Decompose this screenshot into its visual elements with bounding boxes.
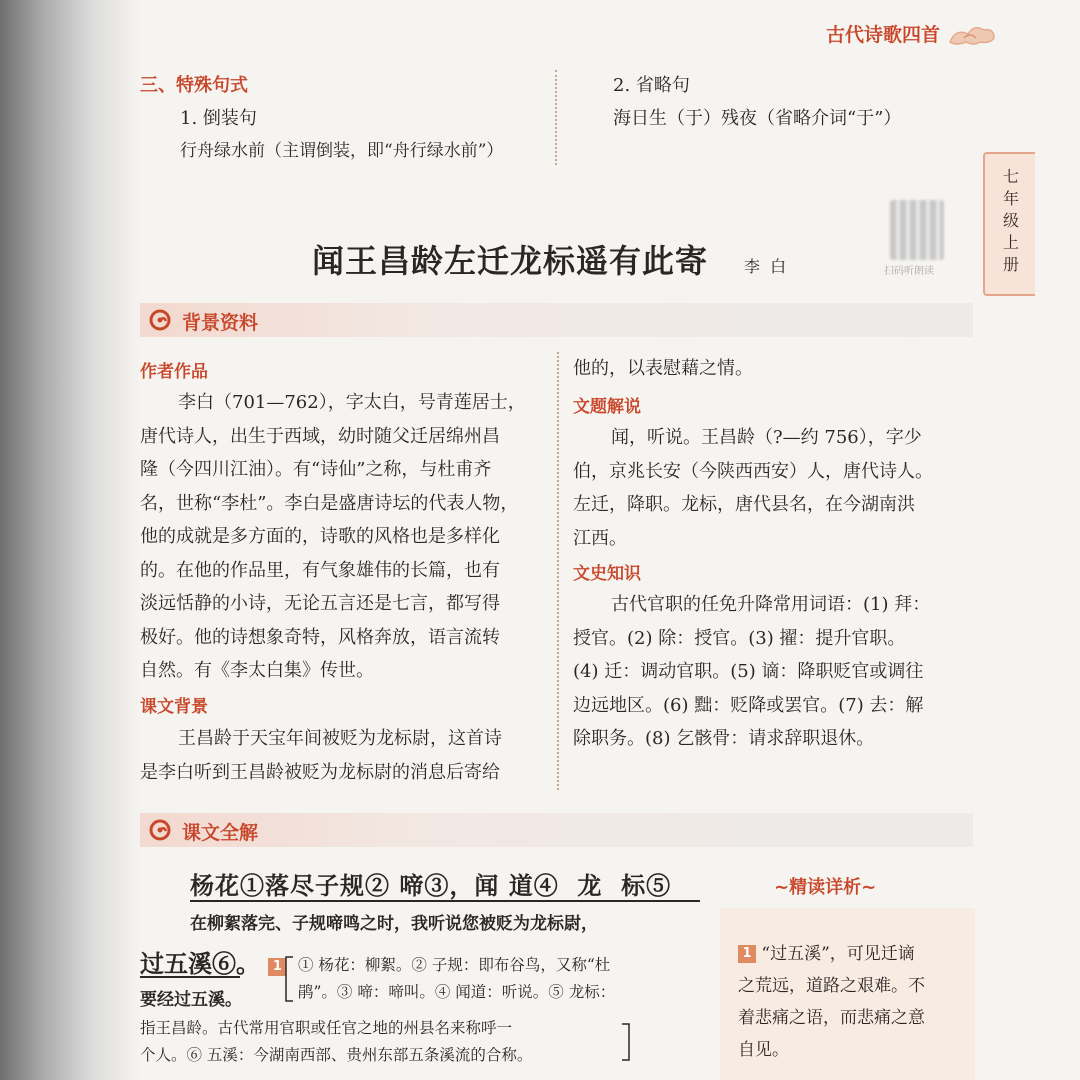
text-line: 极好。他的诗想象奇特，风格奔放，语言流转: [140, 626, 500, 648]
text-line: 名，世称“李杜”。李白是盛唐诗坛的代表人物，: [140, 492, 519, 514]
side-tab-char: 年: [1002, 189, 1019, 208]
text-line: 江西。: [573, 527, 627, 549]
qr-caption: 扫码听朗读: [884, 266, 934, 277]
close-reading-line: 自见。: [738, 1040, 789, 1060]
note-line: 鹃”。③ 啼：啼叫。④ 闻道：听说。⑤ 龙标：: [298, 983, 616, 1001]
close-reading-box: [720, 908, 975, 1080]
cloud-ornament-icon: [946, 22, 998, 48]
inversion-title: 1. 倒装句: [180, 108, 257, 129]
poem-line-2-underline: [140, 976, 240, 978]
annotation-marker[interactable]: 1: [738, 945, 756, 963]
culture-text: [573, 588, 978, 756]
notes-bracket-left: [283, 955, 295, 1003]
text-line: 授官。(2) 除：授官。(3) 擢：提升官职。: [573, 627, 906, 649]
chapter-title: 古代诗歌四首: [826, 24, 941, 46]
text-line: 伯，京兆长安（今陕西西安）人，唐代诗人。: [573, 460, 933, 482]
text-line: 王昌龄于天宝年间被贬为龙标尉，这首诗: [178, 728, 502, 749]
notes-bracket-right: [620, 1022, 632, 1062]
annotation-marker[interactable]: 1: [268, 958, 286, 976]
note-line: 个人。⑥ 五溪：今湖南西部、贵州东部五条溪流的合称。: [140, 1046, 533, 1064]
swirl-icon: [148, 819, 172, 841]
text-line: 淡远恬静的小诗，无论五言还是七言，都写得: [140, 593, 500, 614]
text-line: 的。在他的作品里，有气象雄伟的长篇，也有: [140, 559, 500, 581]
side-tab-char: 七: [1002, 167, 1019, 186]
full-text-section-label: 课文全解: [182, 822, 259, 844]
grade-side-tab: [983, 152, 1035, 296]
side-tab-char: 级: [1002, 211, 1019, 230]
author-works-text: [140, 386, 550, 688]
note-line: 指王昌龄。古代常用官职或任官之地的州县名来称呼一: [140, 1019, 513, 1037]
text-line: 自然。有《李太白集》传世。: [140, 660, 374, 681]
ellipsis-title: 2. 省略句: [613, 75, 690, 96]
notes-block: [298, 952, 615, 1006]
inversion-text: 行舟绿水前（主谓倒装，即“舟行绿水前”）: [180, 141, 504, 161]
title-explain-text: [573, 421, 978, 555]
book-spine-shadow: [0, 0, 140, 1080]
note-line: ① 杨花：柳絮。② 子规：即布谷鸟，又称“杜: [298, 956, 611, 974]
translation-1: 在柳絮落完、子规啼鸣之时，我听说您被贬为龙标尉，: [190, 914, 598, 934]
full-text-section-bar: [140, 813, 973, 847]
text-line: 唐代诗人，出生于西域，幼时随父迁居绵州昌: [140, 425, 500, 447]
poem-line-2: [140, 944, 286, 979]
text-line: 边远地区。(6) 黜：贬降或罢官。(7) 去：解: [573, 694, 924, 716]
right-continuation: 他的，以表慰藉之情。: [573, 358, 753, 379]
text-background-text: [140, 722, 550, 789]
side-tab-char: 册: [1002, 255, 1019, 274]
title-explain-heading: 文题解说: [573, 397, 641, 417]
notes-block-2: [140, 1015, 532, 1069]
syntax-divider: [555, 70, 557, 165]
background-section-bar: [140, 303, 973, 337]
text-line: 古代官职的任免升降常用词语：(1) 拜：: [611, 594, 931, 615]
poem-line-1-underline: [190, 900, 700, 902]
author-works-heading: 作者作品: [140, 362, 208, 382]
column-divider: [557, 352, 559, 790]
text-line: 是李白听到王昌龄被贬为龙标尉的消息后寄给: [140, 761, 500, 783]
close-reading-heading: ∼精读详析∼: [774, 877, 877, 898]
culture-heading: 文史知识: [573, 564, 641, 584]
side-tab-char: 上: [1002, 233, 1019, 252]
ellipsis-text: 海日生（于）残夜（省略介词“于”）: [613, 108, 902, 129]
poem-title: 闻王昌龄左迁龙标遥有此寄: [312, 242, 709, 280]
text-line: 他的成就是多方面的，诗歌的风格也是多样化: [140, 526, 500, 547]
text-line: 李白（701—762），字太白，号青莲居士，: [178, 392, 526, 413]
qr-code[interactable]: [890, 200, 944, 260]
close-reading-line: 着悲痛之语，而悲痛之意: [738, 1008, 925, 1028]
poem-line-2-text: 过五溪⑥。: [140, 949, 260, 978]
close-reading-line: 之荒远，道路之艰难。不: [738, 976, 925, 996]
swirl-icon: [148, 309, 172, 331]
poem-line-1: 杨花①落尽子规② 啼③，闻 道④ 龙 标⑤: [190, 871, 672, 900]
text-line: (4) 迁：调动官职。(5) 谪：降职贬官或调往: [573, 661, 924, 682]
text-line: 除职务。(8) 乞骸骨：请求辞职退休。: [573, 728, 875, 749]
close-reading-line: 1 “过五溪”，可见迁谪: [738, 938, 968, 970]
text-background-heading: 课文背景: [140, 697, 208, 717]
text-line: 隆（今四川江油）。有“诗仙”之称，与杜甫齐: [140, 459, 492, 480]
poem-author: 李 白: [744, 257, 787, 276]
text-line: 闻，听说。王昌龄（?—约 756），字少: [611, 427, 922, 448]
text-line: 左迁，降职。龙标，唐代县名，在今湖南洪: [573, 494, 915, 515]
translation-2: 要经过五溪。: [140, 990, 242, 1010]
background-section-label: 背景资料: [182, 312, 259, 334]
syntax-heading: 三、特殊句式: [140, 75, 248, 96]
